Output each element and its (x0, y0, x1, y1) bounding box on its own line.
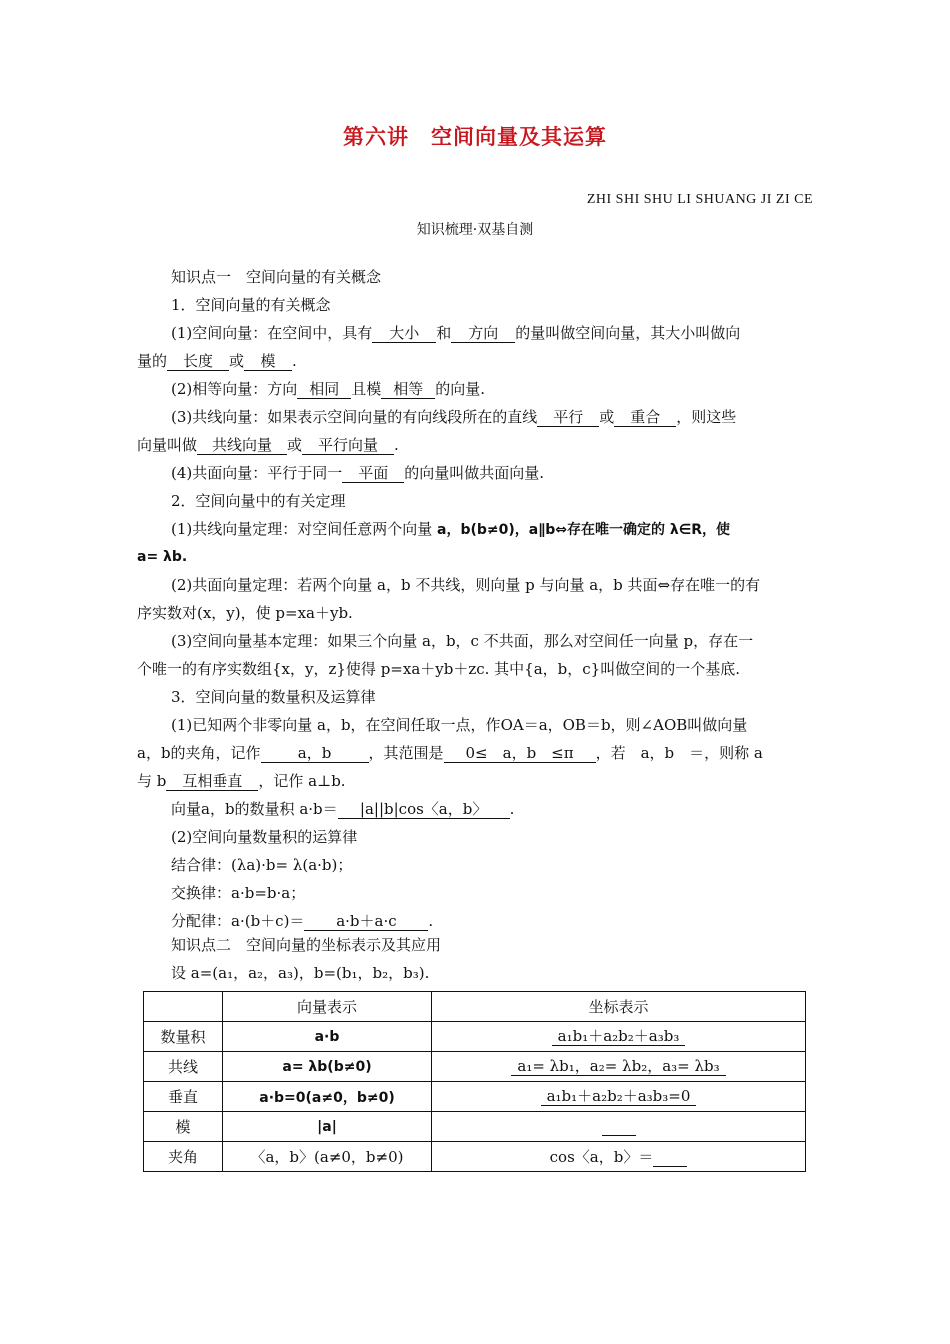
k1-d1-line3: 与 b 互相垂直 ，记作 a⊥b. (137, 772, 346, 790)
k1-p3-line2: 向量叫做 共线向量 或 平行向量 . (137, 436, 399, 454)
k1-p2: (2)相等向量：方向 相同 且模 相等 的向量. (171, 380, 486, 398)
k1-sub2: 2．空间向量中的有关定理 (171, 492, 346, 510)
answer-blank (653, 1152, 687, 1167)
k1-sub3: 3．空间向量的数量积及运算律 (171, 688, 376, 706)
blank-modulus: 模 (244, 352, 292, 371)
coordinate-table (143, 991, 806, 1172)
blank-length: 长度 (167, 352, 229, 371)
k1-law1: 结合律：(λa)·b= λ(a·b)； (171, 856, 353, 874)
table-header-row: 向量表示 坐标表示 (144, 992, 806, 1022)
k1-sub1: 1．空间向量的有关概念 (171, 296, 331, 314)
k2-setup: 设 a=(a₁，a₂，a₃)，b=(b₁，b₂，b₃). (171, 964, 430, 982)
k1-t3-line2: 个唯一的有序实数组{x，y，z}使得 p=xa＋yb＋zc. 其中{a，b，c}叫做空间的一个基底. (137, 660, 740, 678)
k1-law2: 交换律：a·b=b·a； (171, 884, 306, 902)
k1-p4: (4)共面向量：平行于同一 平面 的向量叫做共面向量. (171, 464, 545, 482)
section-pinyin: ZHI SHI SHU LI SHUANG JI ZI CE (586, 192, 813, 207)
k1-t2-line1: (2)共面向量定理：若两个向量 a，b 不共线，则向量 p 与向量 a，b 共面⇔存在唯一的有 (171, 576, 761, 594)
k1-t1-line1: (1)共线向量定理：对空间任意两个向量 a，b(b≠0)，a∥b⇔存在唯一确定的 λ∈R，使 (171, 520, 731, 538)
table-row: 垂直 a·b=0(a≠0，b≠0) a₁b₁＋a₂b₂＋a₃b₃=0 (144, 1082, 806, 1112)
table-row: 模 |a| (144, 1112, 806, 1142)
k1-t3-line1: (3)空间向量基本定理：如果三个向量 a，b，c 不共面，那么对空间任一向量 p，存在一 (171, 632, 754, 650)
k1-d1-line1: (1)已知两个非零向量 a，b，在空间任取一点，作OA＝a，OB＝b，则∠AOB叫做向量 (171, 716, 748, 734)
k1-t1-line2: a= λb. (137, 549, 188, 565)
blank-size: 大小 (372, 324, 436, 343)
k2-title: 知识点二 空间向量的坐标表示及其应用 (171, 936, 442, 954)
table-row: 数量积 a·b a₁b₁＋a₂b₂＋a₃b₃ (144, 1022, 806, 1052)
answer-blank (602, 1121, 636, 1136)
table-row: 夹角 〈a，b〉(a≠0，b≠0) cos〈a，b〉＝ (144, 1142, 806, 1172)
k1-law3: 分配律：a·(b＋c)＝ a·b＋a·c . (171, 912, 434, 930)
k1-d3: (2)空间向量数量积的运算律 (171, 828, 358, 846)
k1-t2-line2: 序实数对(x，y)，使 p=xa＋yb. (137, 604, 353, 622)
k1-title: 知识点一 空间向量的有关概念 (171, 268, 382, 286)
k1-p1-line1: (1)空间向量：在空间中，具有 大小 和 方向 的量叫做空间向量，其大小叫做向 (171, 324, 741, 342)
k1-d1-line2: a，b的夹角，记作 a，b ，其范围是 0≤ a，b ≤π ，若 a，b ＝，则称 a (137, 744, 763, 762)
section-heading: 知识梳理·双基自测 (416, 222, 534, 238)
table-row: 共线 a= λb(b≠0) a₁= λb₁，a₂= λb₂，a₃= λb₃ (144, 1052, 806, 1082)
k1-d2: 向量a，b的数量积 a·b＝ |a||b|cos〈a，b〉 . (171, 800, 515, 818)
k1-p3-line1: (3)共线向量：如果表示空间向量的有向线段所在的直线 平行 或 重合 ，则这些 (171, 408, 737, 426)
k1-p1-line2: 量的 长度 或 模 . (137, 352, 297, 370)
page-title: 第六讲 空间向量及其运算 (343, 124, 607, 149)
blank-direction: 方向 (451, 324, 515, 343)
